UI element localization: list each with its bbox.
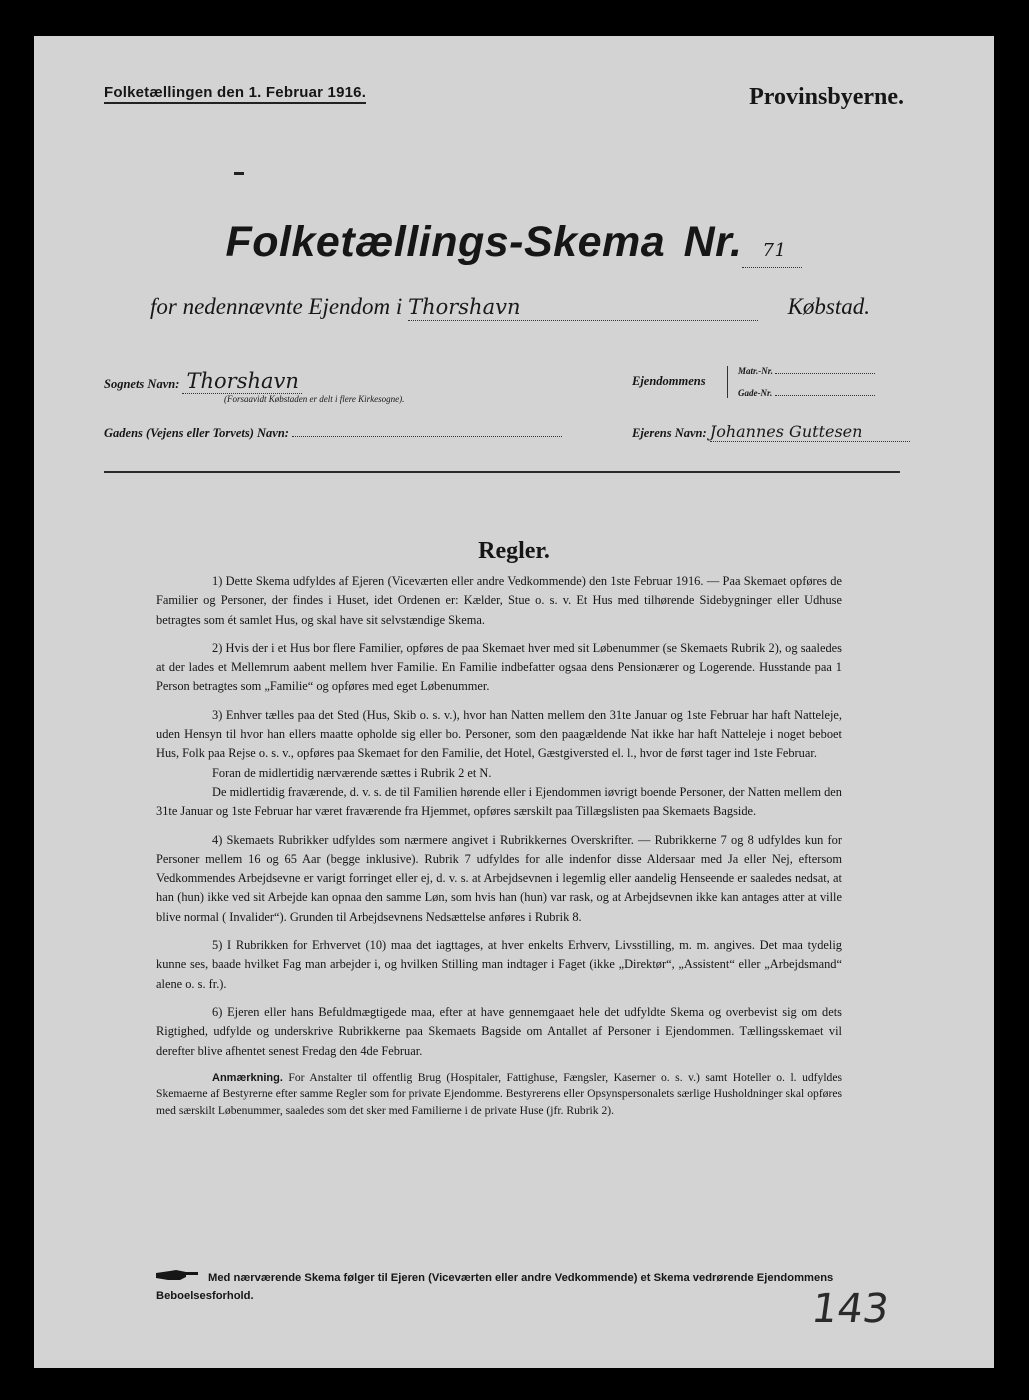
owner-field [632,422,910,442]
parish-label: Sognets Navn: [104,377,180,391]
rules-body [156,572,842,1128]
property-line [150,294,870,321]
form-title-main: Folketællings-Skema [225,218,666,266]
rule-4: 4) Skemaets Rubrikker udfyldes som nærmere angivet i Rubrikkernes Overskrifter. — Rubrikkerne 7 og 8 udfyldes kun for Personer mellem 16 og 65 Aar (begge inklusive). Rubrik 7 udfyldes for alle indenfor disse Aldersaar med Ja eller Nej, eftersom Vedkommendes Arbejdsevne er varigt forringet eller ej, d. v. s. at Arbejdsevnen i legemlig eller aandelig Henseende er saaledes nedsat, at han (hun) ikke ved sit Arbejde kan opnaa den samme Løn, som hvis han (hun) var rask, og at Arbejdsevnen ikke kan antages atter at ville blive normal ( Invalider“). Grunden til Arbejdsevnens Nedsættelse anføres i Rubrik 8. [156,832,842,924]
pointing-hand-icon [156,1268,200,1288]
form-number-line [742,218,802,268]
gade-nr-line [775,395,875,396]
brace-divider [727,366,728,398]
town-field [408,294,758,321]
form-title [34,218,994,268]
section-divider [104,471,900,473]
region-header: Provinsbyerne. [749,84,904,110]
rule-2: 2) Hvis der i et Hus bor flere Familier, opføres de paa Skemaet hver med sit Løbenummer (se Skemaets Rubrik 2), og saaledes at der lades et Mellemrum aabent mellem hver Familie. En Familie indbefatter ogsaa dens Pensionærer og Logerende. Husstande paa 1 Person betragtes som „Familie“ og opføres med eget Løbenummer. [156,640,842,694]
matr-field [738,366,875,376]
property-label [632,374,706,389]
form-number: 71 [762,240,787,261]
property-prefix: for nedennævnte Ejendom i [150,294,403,319]
footnote-text: Med nærværende Skema følger til Ejeren (Viceværten eller andre Vedkommende) et Skema vedrørende Ejendommens Beboelsesforhold. [156,1271,834,1302]
property-label-text: Ejendommens [632,374,706,388]
rule-3b: Foran de midlertidig nærværende sættes i Rubrik 2 et N. [212,765,492,780]
rules-heading: Regler. [478,538,550,564]
gade-nr-label: Gade-Nr. [738,388,773,398]
town-value: Thorshavn [408,295,521,319]
property-suffix: Købstad. [787,294,870,319]
census-date-header: Folketællingen den 1. Februar 1916. [104,84,366,104]
matr-line [775,373,875,374]
footnote [156,1268,846,1305]
owner-label: Ejerens Navn: [632,426,707,440]
remark [156,1070,842,1120]
page-number: 143 [808,1286,892,1332]
remark-text: For Anstalter til offentlig Brug (Hospitaler, Fattighuse, Fængsler, Kaserner o. s. v.) samt Hoteller o. l. udfyldes Skemaerne af Bestyrerne efter samme Regler som for private Ejendomme. Bestyrerens eller Opsynspersonalets særlige Husholdninger skal opføres med særskilt Løbenummer, saaledes som det sker med Familierne i de private Huse (jfr. Rubrik 2). [156,1070,842,1117]
owner-line [710,422,910,442]
form-title-nr: Nr. [683,218,743,266]
street-label: Gadens (Vejens eller Torvets) Navn: [104,426,289,440]
parish-note: (Forsaavidt Købstaden er delt i flere Kirkesogne). [224,394,405,404]
rule-3: 3) Enhver tælles paa det Sted (Hus, Skib o. s. v.), hvor han Natten mellem den 31te Januar og 1ste Februar har haft Natteleje, uden Hensyn til hvor han ellers maatte opholde sig eller bo. Personer, som den paagældende Nat ikke har haft Natteleje i noget beboet Hus, Folk paa Rejse o. s. v., opføres paa Skemaet for den Familie, det Hotel, Gæstgiversted el. l., hvor de først tager ind 1ste Februar. [156,707,842,761]
parish-line [182,369,302,394]
parish-field [104,369,302,394]
gade-nr-field [738,388,875,398]
rule-5: 5) I Rubrikken for Erhvervet (10) maa det iagttages, at hver enkelts Erhverv, Livsstilling, m. m. angives. Det maa tydelig kunne ses, baade hvilket Fag man arbejder i, og hvilken Stilling man indtager i Faget (ikke „Direktør“, „Assistent“ eller „Arbejdsmand“ alene o. s. fr.). [156,938,842,991]
owner-value: Johannes Guttesen [709,422,863,441]
rule-6: 6) Ejeren eller hans Befuldmægtigede maa, efter at have gennemgaaet hele det udfyldte Skema og overbevist sig om dets Rigtighed, udfylde og underskrive Rubrikkerne paa Skemaets Bagside om Antallet af Personer i Ejendommen. Tællingsskemaet vil derefter blive afhentet senest Fredag den 4de Februar. [156,1004,842,1058]
rule-3c: De midlertidig fraværende, d. v. s. de til Familien hørende eller i Ejendommen iøvrigt boende Personer, der Natten mellem den 31te Januar og 1ste Februar har været fraværende fra Hjemmet, opføres særskilt paa Tillægslisten paa Skemaets Bagside. [156,784,842,819]
ink-mark [234,172,244,175]
rule-1: 1) Dette Skema udfyldes af Ejeren (Viceværten eller andre Vedkommende) den 1ste Februar 1916. — Paa Skemaet opføres de Familier og Personer, der findes i Huset, idet Ordenen er: Kælder, Stue o. s. v. Et Hus med tilhørende Sidebygninger eller Udhuse betragtes som ét samlet Hus, og skal have sit selvstændige Skema. [156,574,842,627]
parish-value: Thorshavn [186,369,299,393]
remark-label: Anmærkning. [212,1071,283,1084]
street-field [104,426,562,441]
matr-label: Matr.-Nr. [738,366,774,376]
census-form-sheet [34,36,994,1368]
street-line [292,436,562,437]
